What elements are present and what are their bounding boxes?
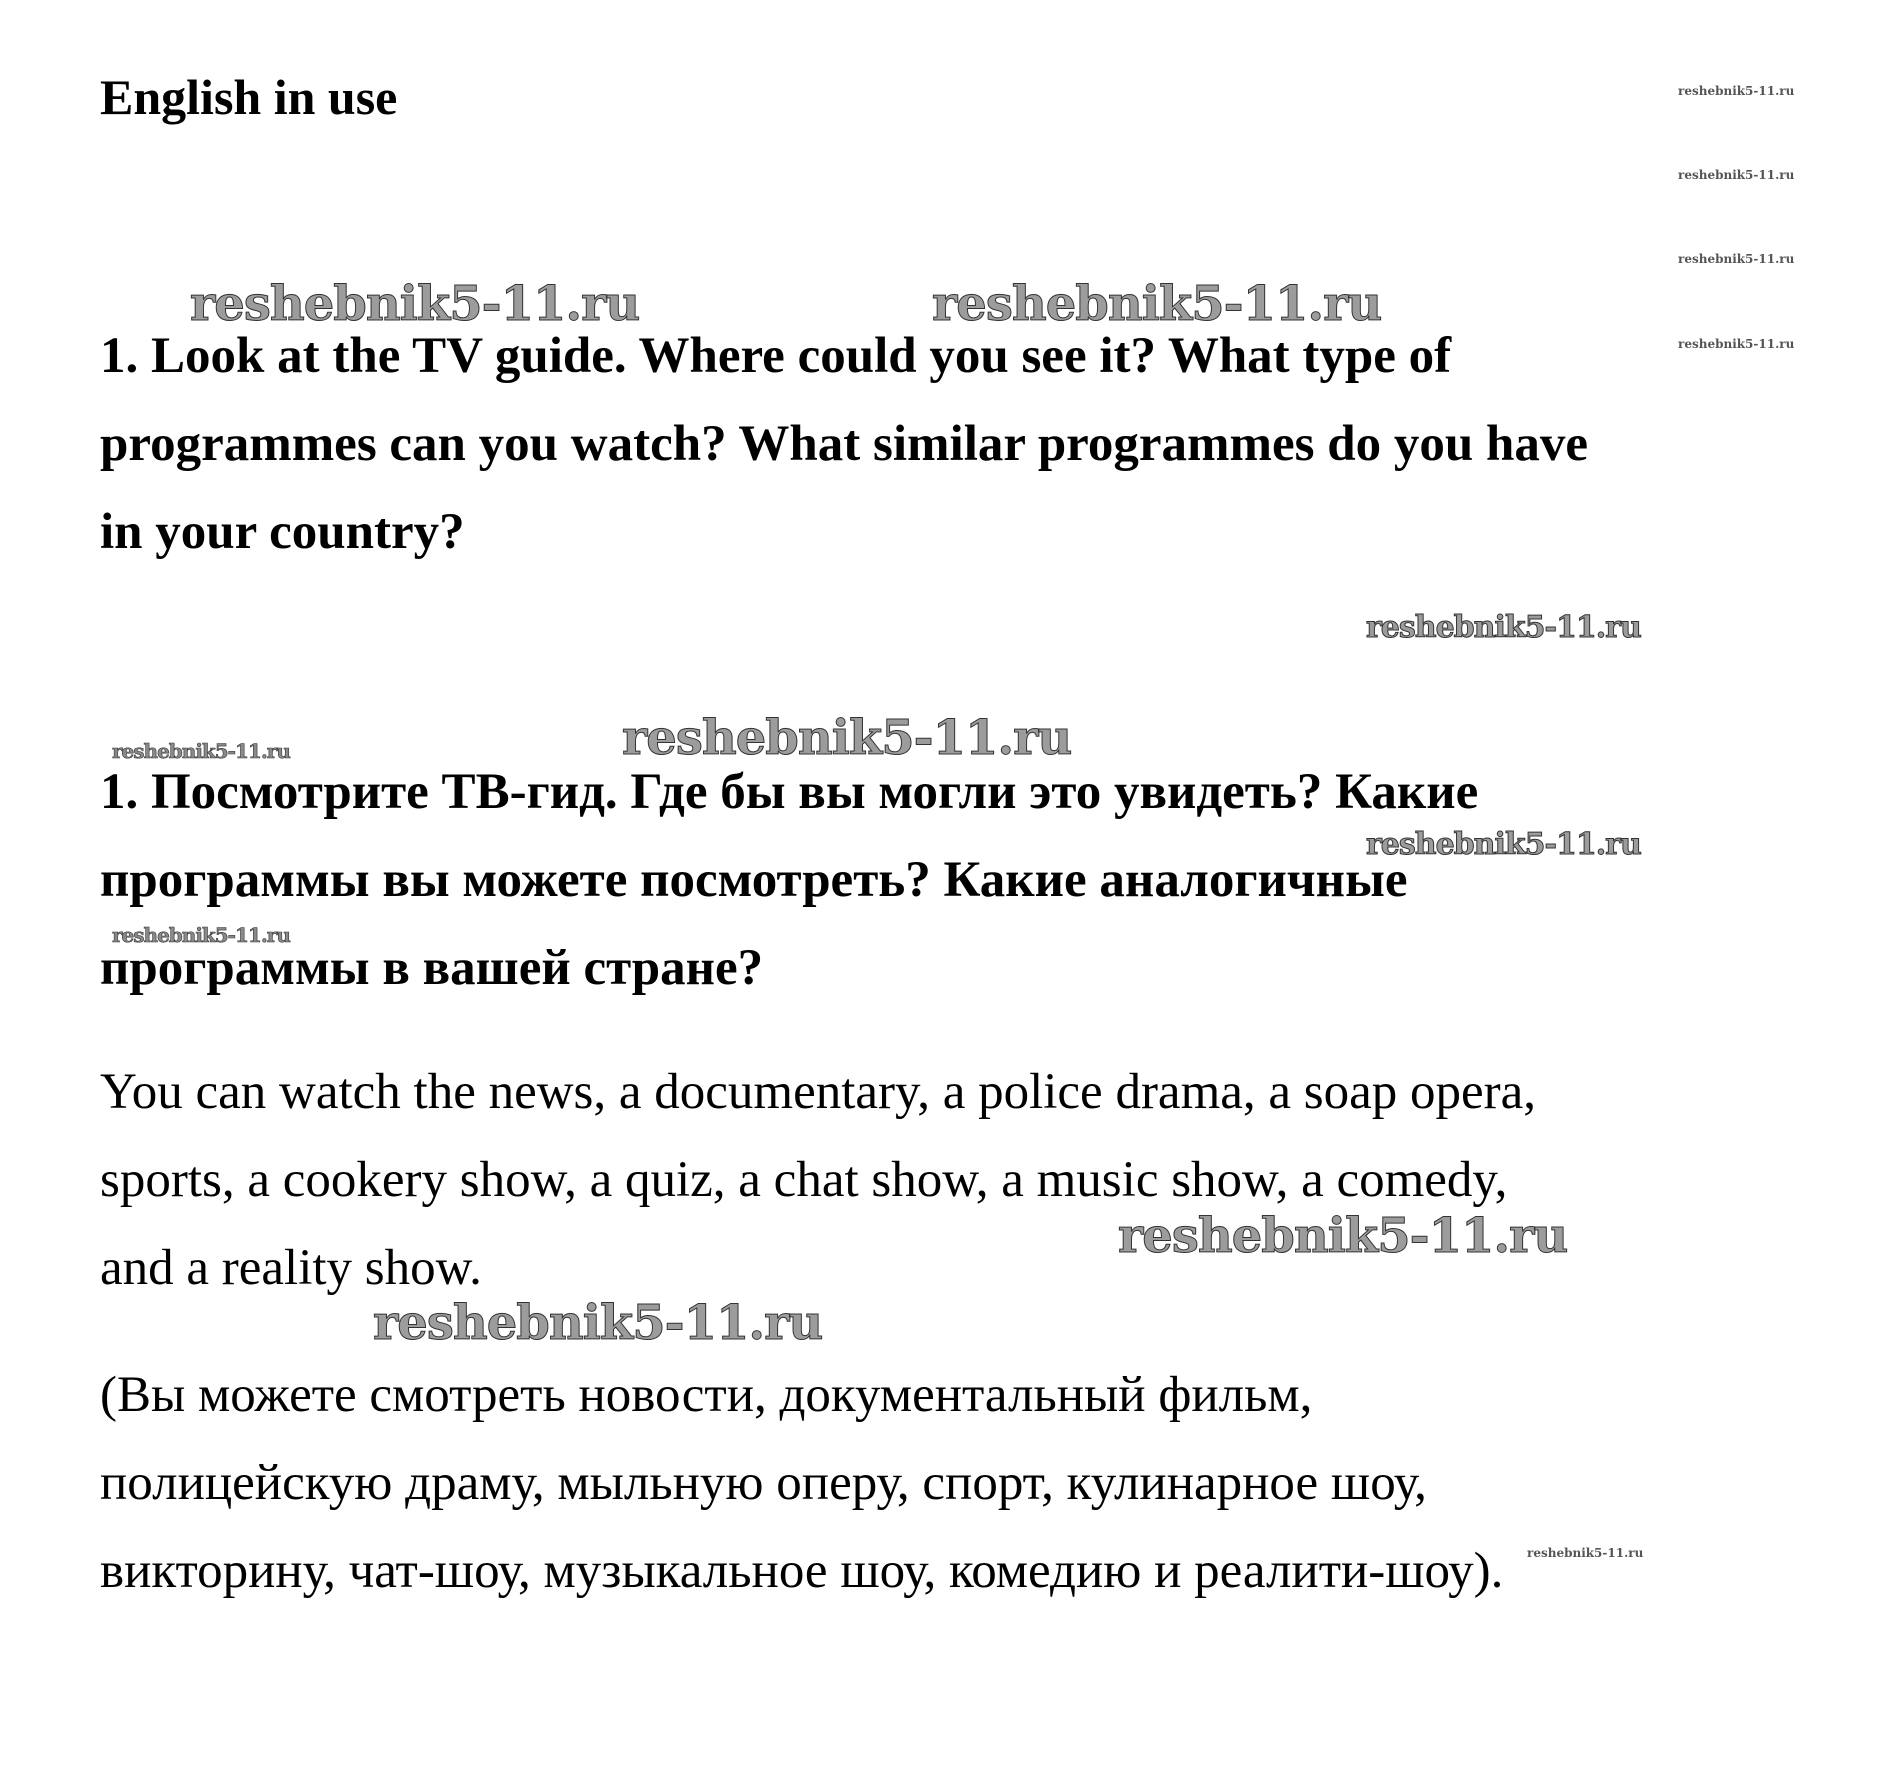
- page-heading: English in use: [100, 69, 398, 125]
- watermark: reshebnik5-11.ru: [1118, 1208, 1568, 1264]
- answer-russian-line: полицейскую драму, мыльную оперу, спорт, кулинарное шоу,: [100, 1455, 1427, 1511]
- watermark: reshebnik5-11.ru: [1678, 84, 1795, 98]
- answer-english-line: sports, a cookery show, a quiz, a chat show, a music show, a comedy,: [100, 1152, 1508, 1208]
- watermark: reshebnik5-11.ru: [1366, 827, 1641, 862]
- answer-russian-line: викторину, чат-шоу, музыкальное шоу, комедию и реалити-шоу).: [100, 1543, 1504, 1599]
- answer-english-line: You can watch the news, a documentary, a police drama, a soap opera,: [100, 1064, 1536, 1120]
- watermark: reshebnik5-11.ru: [1366, 610, 1641, 645]
- watermark: reshebnik5-11.ru: [1678, 337, 1795, 351]
- watermark: reshebnik5-11.ru: [373, 1295, 823, 1351]
- watermark: reshebnik5-11.ru: [1527, 1546, 1644, 1560]
- watermark: reshebnik5-11.ru: [112, 739, 290, 763]
- answer-english-line: and a reality show.: [100, 1240, 482, 1296]
- task-russian-line: программы в вашей стране?: [100, 940, 764, 996]
- watermark: reshebnik5-11.ru: [622, 710, 1072, 766]
- task-english-line: 1. Look at the TV guide. Where could you see it? What type of: [100, 328, 1452, 384]
- watermark: reshebnik5-11.ru: [1678, 168, 1795, 182]
- task-english-line: programmes can you watch? What similar programmes do you have: [100, 416, 1588, 472]
- watermark: reshebnik5-11.ru: [932, 276, 1382, 332]
- task-russian-line: 1. Посмотрите ТВ-гид. Где бы вы могли это увидеть? Какие: [100, 764, 1479, 820]
- watermark: reshebnik5-11.ru: [190, 276, 640, 332]
- answer-russian: [100, 1351, 1800, 1615]
- answer-english: [100, 1048, 1800, 1312]
- watermark: reshebnik5-11.ru: [1678, 252, 1795, 266]
- task-russian-line: программы вы можете посмотреть? Какие аналогичные: [100, 852, 1408, 908]
- watermark: reshebnik5-11.ru: [112, 923, 290, 947]
- task-russian: [100, 748, 1800, 1012]
- task-english: [100, 312, 1860, 576]
- answer-russian-line: (Вы можете смотреть новости, документальный фильм,: [100, 1367, 1313, 1423]
- task-english-line: in your country?: [100, 504, 465, 560]
